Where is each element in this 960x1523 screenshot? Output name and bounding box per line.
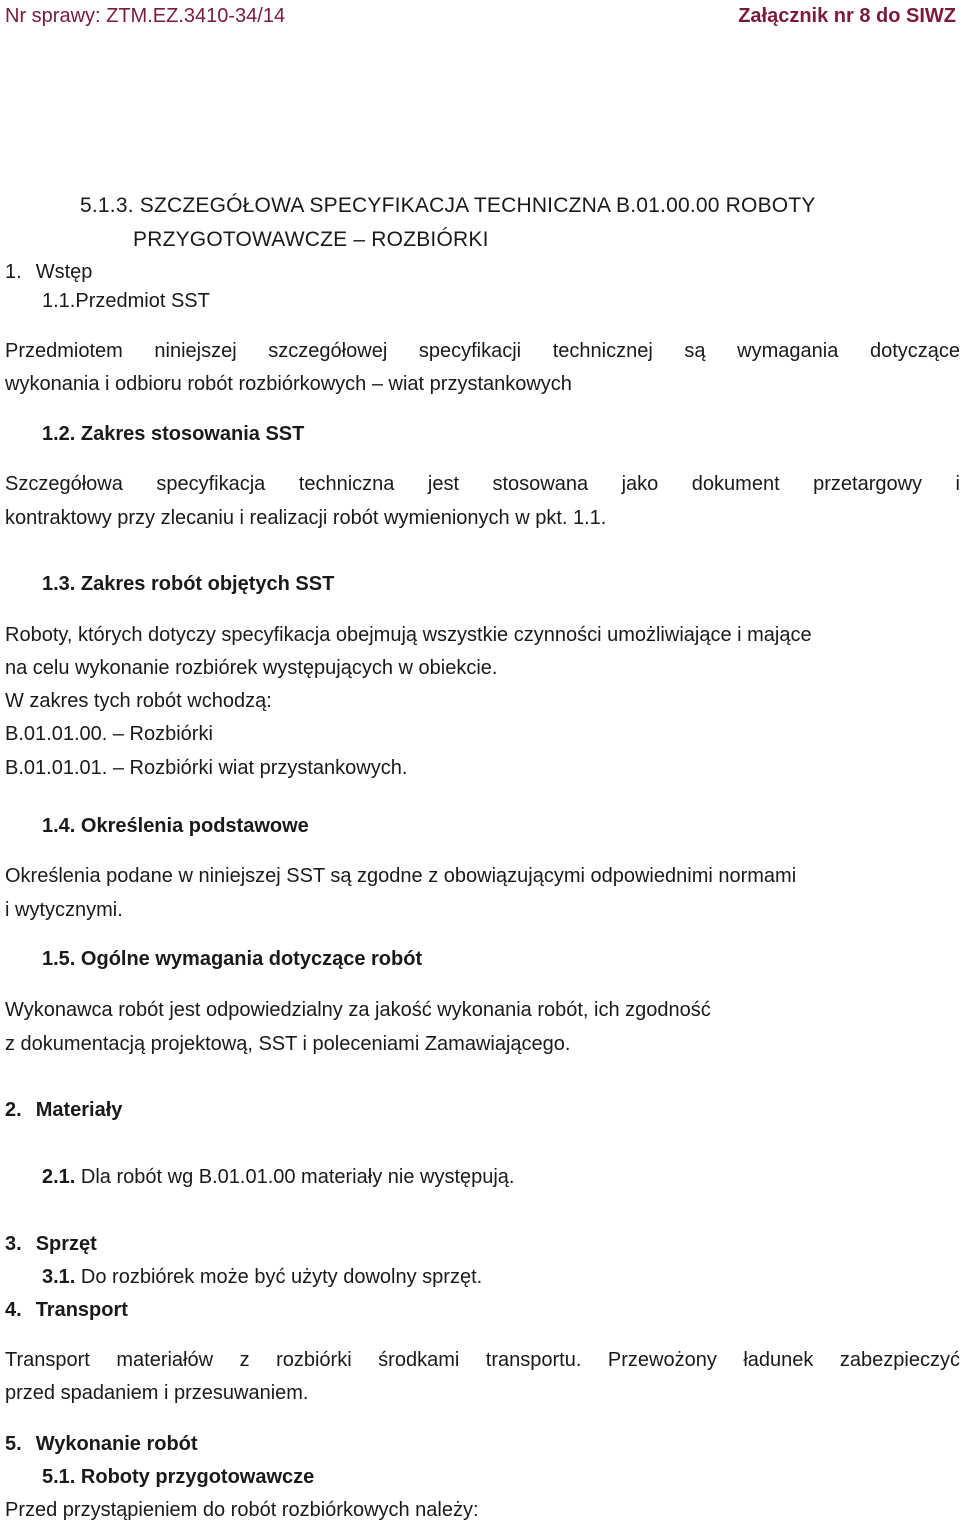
section-3-heading bbox=[5, 1231, 97, 1257]
attachment-label: Załącznik nr 8 do SIWZ bbox=[738, 5, 956, 27]
section-title: Zakres stosowania SST bbox=[80, 423, 305, 445]
paragraph-line: Szczegółowa specyfikacja techniczna jest stosowana jako dokument przetargowy i bbox=[5, 473, 960, 495]
spec-title-line-1: 5.1.3. SZCZEGÓŁOWA SPECYFIKACJA TECHNICZNA B.01.00.00 ROBOTY bbox=[80, 194, 816, 217]
section-title: Zakres robót objętych SST bbox=[80, 573, 335, 595]
section-title: Określenia podstawowe bbox=[80, 815, 309, 837]
section-number: 5. bbox=[5, 1433, 22, 1455]
section-2-heading bbox=[5, 1097, 122, 1123]
section-title: Roboty przygotowawcze bbox=[80, 1466, 315, 1488]
section-1-3-line-5: B.01.01.01. – Rozbiórki wiat przystankowych. bbox=[5, 757, 408, 779]
section-number: 3. bbox=[5, 1233, 22, 1255]
section-1-4-line-2: i wytycznymi. bbox=[5, 899, 123, 921]
section-1-1-heading bbox=[42, 288, 210, 314]
section-number: 1. bbox=[5, 261, 22, 283]
section-text: Do rozbiórek może być użyty dowolny sprzęt. bbox=[80, 1266, 483, 1288]
section-number: 2. bbox=[5, 1099, 22, 1121]
section-number: 1.3. bbox=[42, 573, 76, 595]
section-1-4-heading bbox=[42, 813, 309, 839]
section-1-3-line-2: na celu wykonanie rozbiórek występujących w obiekcie. bbox=[5, 657, 498, 679]
section-number: 2.1. bbox=[42, 1166, 76, 1188]
spec-title-line-2: PRZYGOTOWAWCZE – ROZBIÓRKI bbox=[133, 228, 489, 251]
section-5-1-heading bbox=[42, 1464, 314, 1490]
section-number: 1.1. bbox=[42, 290, 76, 312]
section-3-1-line bbox=[42, 1264, 482, 1290]
section-title: Transport bbox=[35, 1299, 128, 1321]
section-1-2-heading bbox=[42, 421, 304, 447]
section-1-2-paragraph-line-2: kontraktowy przy zlecaniu i realizacji robót wymienionych w pkt. 1.1. bbox=[5, 507, 607, 529]
section-4-heading bbox=[5, 1297, 128, 1323]
section-5-heading bbox=[5, 1431, 198, 1457]
section-1-3-line-1: Roboty, których dotyczy specyfikacja obejmują wszystkie czynności umożliwiające i mające bbox=[5, 624, 812, 646]
section-title: Sprzęt bbox=[35, 1233, 97, 1255]
section-title: Przedmiot SST bbox=[75, 290, 210, 312]
section-number: 3.1. bbox=[42, 1266, 76, 1288]
section-number: 1.4. bbox=[42, 815, 76, 837]
paragraph-line: Transport materiałów z rozbiórki środkami transportu. Przewożony ładunek zabezpieczyć bbox=[5, 1349, 960, 1371]
section-1-3-line-3: W zakres tych robót wchodzą: bbox=[5, 690, 272, 712]
section-number: 5.1. bbox=[42, 1466, 76, 1488]
section-number: 1.5. bbox=[42, 948, 76, 970]
section-1-2-paragraph bbox=[5, 471, 960, 497]
section-1-5-heading bbox=[42, 946, 422, 972]
section-4-line-2: przed spadaniem i przesuwaniem. bbox=[5, 1382, 309, 1404]
case-number: Nr sprawy: ZTM.EZ.3410-34/14 bbox=[5, 5, 286, 27]
paragraph-line: Przedmiotem niniejszej szczegółowej specyfikacji technicznej są wymagania dotyczące bbox=[5, 340, 960, 362]
section-title: Wykonanie robót bbox=[35, 1433, 198, 1455]
section-2-1-line bbox=[42, 1164, 515, 1190]
section-4-paragraph bbox=[5, 1347, 960, 1373]
section-1-1-paragraph bbox=[5, 338, 960, 364]
section-text: Dla robót wg B.01.01.00 materiały nie występują. bbox=[80, 1166, 515, 1188]
section-1-3-line-4: B.01.01.00. – Rozbiórki bbox=[5, 723, 213, 745]
section-1-heading bbox=[5, 259, 92, 285]
section-title: Materiały bbox=[35, 1099, 123, 1121]
section-title: Wstęp bbox=[35, 261, 93, 283]
section-1-3-heading bbox=[42, 571, 334, 597]
section-number: 1.2. bbox=[42, 423, 76, 445]
section-1-1-paragraph-line-2: wykonania i odbioru robót rozbiórkowych – wiat przystankowych bbox=[5, 373, 572, 395]
section-number: 4. bbox=[5, 1299, 22, 1321]
section-1-4-line-1: Określenia podane w niniejszej SST są zgodne z obowiązującymi odpowiednimi normami bbox=[5, 865, 797, 887]
section-5-1-line-1: Przed przystąpieniem do robót rozbiórkowych należy: bbox=[5, 1499, 479, 1521]
section-1-5-line-2: z dokumentacją projektową, SST i poleceniami Zamawiającego. bbox=[5, 1033, 571, 1055]
section-1-5-line-1: Wykonawca robót jest odpowiedzialny za jakość wykonania robót, ich zgodność bbox=[5, 999, 711, 1021]
section-title: Ogólne wymagania dotyczące robót bbox=[80, 948, 423, 970]
